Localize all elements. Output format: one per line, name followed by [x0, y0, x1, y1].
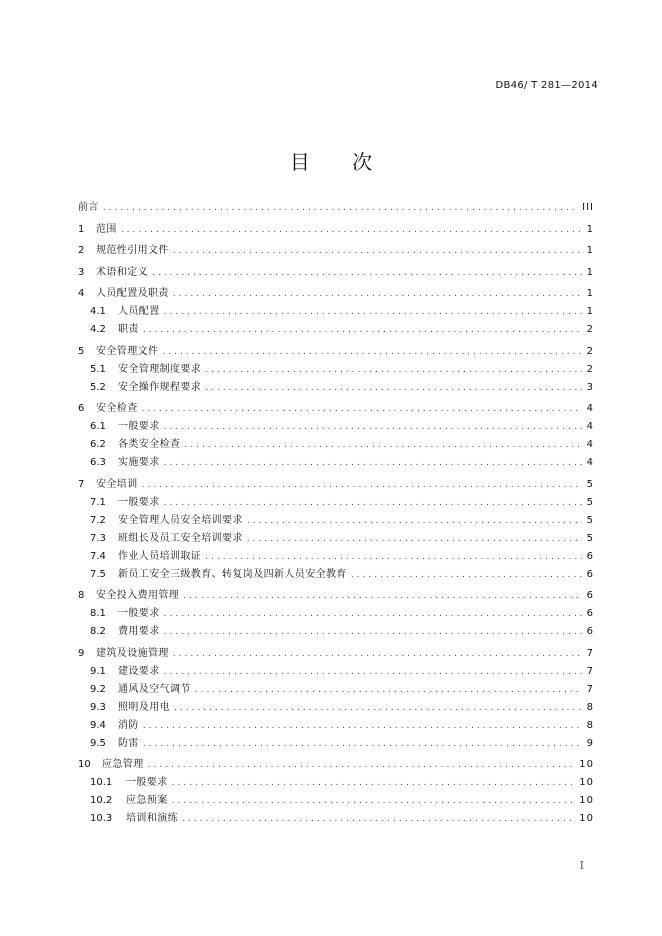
- toc-entry-page: 5: [586, 532, 594, 544]
- toc-entry-label: 术语和定义: [96, 266, 148, 278]
- toc-entry[interactable]: [78, 605, 594, 623]
- toc-entry[interactable]: [78, 400, 594, 418]
- toc-entry-page: 6: [586, 568, 594, 580]
- dot-leader: [183, 587, 582, 605]
- toc-entry[interactable]: [78, 476, 594, 494]
- toc-entry-page: 2: [586, 363, 594, 375]
- toc-entry[interactable]: [78, 717, 594, 735]
- toc-entry[interactable]: [78, 199, 594, 217]
- toc-entry-page: 9: [586, 737, 594, 749]
- dot-leader: [172, 792, 576, 810]
- toc-entry-page: 6: [586, 590, 594, 601]
- dot-leader: [143, 735, 582, 753]
- toc-entry[interactable]: [78, 756, 594, 774]
- dot-leader: [152, 264, 582, 282]
- toc-entry[interactable]: [78, 242, 594, 260]
- toc-entry-label: 前言: [78, 202, 99, 213]
- dot-leader: [121, 221, 582, 239]
- dot-leader: [195, 681, 582, 699]
- dot-leader: [142, 476, 582, 494]
- toc-entry-page: III: [582, 202, 594, 213]
- toc-entry-page: 1: [586, 266, 594, 278]
- toc-entry-page: 6: [586, 550, 594, 562]
- dot-leader: [174, 699, 582, 717]
- dot-leader: [103, 199, 578, 217]
- toc-entry-page: 7: [586, 683, 594, 695]
- toc-entry-number: 7.1: [90, 496, 106, 508]
- toc-entry[interactable]: [78, 264, 594, 282]
- toc-entry-page: 6: [586, 608, 594, 619]
- toc-entry-label: 一般要求: [118, 496, 160, 508]
- toc-entry-number: 4.2: [90, 324, 106, 335]
- toc-entry-number: 6.2: [90, 439, 106, 450]
- toc-entry-label: 人员配置及职责: [96, 288, 169, 299]
- toc-entry-page: 10: [579, 759, 594, 770]
- toc-entry-page: 2: [586, 345, 594, 357]
- toc-entry-number: 2: [78, 245, 85, 256]
- toc-entry-number: 9.2: [90, 683, 106, 695]
- toc-entry[interactable]: [78, 548, 594, 566]
- toc-entry-label: 各类安全检查: [118, 439, 181, 450]
- dot-leader: [164, 605, 582, 623]
- toc-entry-label: 职责: [118, 324, 139, 335]
- toc-entry-label: 安全管理人员安全培训要求: [118, 514, 243, 526]
- toc-entry-number: 7.5: [90, 568, 106, 580]
- dot-leader: [143, 717, 582, 735]
- toc-entry-number: 6.3: [90, 457, 106, 468]
- toc-entry[interactable]: [78, 285, 594, 303]
- dot-leader: [205, 548, 582, 566]
- toc-entry-label: 培训和演练: [126, 813, 178, 824]
- toc-entry-number: 9.5: [90, 737, 106, 749]
- toc-entry-label: 建筑及设施管理: [96, 647, 169, 659]
- toc-entry[interactable]: [78, 454, 594, 472]
- dot-leader: [351, 566, 582, 584]
- dot-leader: [205, 361, 582, 379]
- toc-entry-page: 8: [586, 701, 594, 713]
- toc-entry[interactable]: [78, 699, 594, 717]
- toc-entry-page: 10: [579, 795, 594, 806]
- toc-entry-label: 应急预案: [126, 795, 168, 806]
- toc-entry-number: 4: [78, 288, 85, 299]
- toc-entry-number: 9.4: [90, 719, 106, 731]
- toc-entry-label: 照明及用电: [118, 701, 170, 713]
- toc-entry-label: 安全操作规程要求: [118, 381, 202, 393]
- toc-entry[interactable]: [78, 303, 594, 321]
- toc-entry-number: 7.3: [90, 532, 106, 544]
- toc-entry[interactable]: [78, 512, 594, 530]
- toc-entry[interactable]: [78, 681, 594, 699]
- toc-entry-page: 2: [586, 324, 594, 335]
- toc-entry-page: 4: [586, 403, 594, 414]
- toc-entry-label: 应急管理: [102, 759, 144, 770]
- dot-leader: [173, 242, 582, 260]
- dot-leader: [148, 756, 576, 774]
- toc-entry[interactable]: [78, 361, 594, 379]
- toc-entry-number: 9.1: [90, 665, 106, 677]
- dot-leader: [164, 663, 582, 681]
- toc-entry-page: 4: [586, 439, 594, 450]
- toc-entry-page: 6: [586, 626, 594, 637]
- toc-entry-page: 10: [579, 813, 594, 824]
- toc-entry[interactable]: [78, 810, 594, 828]
- toc-entry[interactable]: [78, 436, 594, 454]
- dot-leader: [184, 436, 582, 454]
- toc-entry-page: 5: [586, 496, 594, 508]
- toc-entry-label: 范围: [96, 223, 117, 235]
- toc-entry-label: 防雷: [118, 737, 139, 749]
- toc-entry-number: 1: [78, 223, 85, 235]
- dot-leader: [205, 379, 582, 397]
- dot-leader: [182, 810, 575, 828]
- toc-entry[interactable]: [78, 792, 594, 810]
- toc-entry-number: 8.2: [90, 626, 106, 637]
- toc-entry-number: 5.1: [90, 363, 106, 375]
- toc-entry-label: 费用要求: [118, 626, 160, 637]
- toc-entry[interactable]: [78, 735, 594, 753]
- dot-leader: [164, 494, 582, 512]
- toc-entry[interactable]: [78, 418, 594, 436]
- toc-entry[interactable]: [78, 663, 594, 681]
- toc-entry-number: 10.1: [90, 777, 113, 788]
- toc-entry[interactable]: [78, 379, 594, 397]
- toc-entry-page: 7: [586, 665, 594, 677]
- toc-entry-number: 10: [78, 759, 91, 770]
- toc-entry-page: 4: [586, 421, 594, 432]
- toc-entry-page: 10: [579, 777, 594, 788]
- dot-leader: [164, 623, 582, 641]
- toc-entry[interactable]: [78, 494, 594, 512]
- dot-leader: [173, 645, 582, 663]
- toc-entry-number: 7.4: [90, 550, 106, 562]
- toc-entry[interactable]: [78, 645, 594, 663]
- footer-page-number: I: [579, 859, 584, 872]
- toc-entry-label: 规范性引用文件: [96, 245, 169, 256]
- toc-entry[interactable]: [78, 343, 594, 361]
- toc-entry-number: 8: [78, 590, 85, 601]
- toc-entry-label: 一般要求: [118, 421, 160, 432]
- toc-entry-number: 6.1: [90, 421, 106, 432]
- toc-entry[interactable]: [78, 587, 594, 605]
- dot-leader: [164, 454, 582, 472]
- toc-entry-label: 建设要求: [118, 665, 160, 677]
- toc-entry-label: 安全培训: [96, 478, 138, 490]
- toc-entry-label: 人员配置: [118, 306, 160, 317]
- toc-entry-page: 1: [586, 223, 594, 235]
- document-code: DB46/ T 281—2014: [495, 80, 598, 91]
- toc-entry[interactable]: [78, 321, 594, 339]
- toc-entry-number: 8.1: [90, 608, 106, 619]
- toc-entry-label: 安全检查: [96, 403, 138, 414]
- toc-entry[interactable]: [78, 566, 594, 584]
- dot-leader: [142, 400, 582, 418]
- toc-entry-label: 安全管理制度要求: [118, 363, 202, 375]
- dot-leader: [164, 418, 582, 436]
- toc-entry-number: 10.3: [90, 813, 113, 824]
- toc-entry-number: 5.2: [90, 381, 106, 393]
- toc-entry-label: 新员工安全三级教育、转复岗及四新人员安全教育: [118, 568, 347, 580]
- dot-leader: [247, 512, 582, 530]
- toc-entry-number: 5: [78, 345, 85, 357]
- toc-entry-label: 一般要求: [126, 777, 168, 788]
- dot-leader: [173, 285, 582, 303]
- toc-title: 目 次: [289, 150, 391, 174]
- toc-entry-page: 8: [586, 719, 594, 731]
- toc-entry-number: 7.2: [90, 514, 106, 526]
- toc-entry-label: 消防: [118, 719, 139, 731]
- dot-leader: [172, 774, 576, 792]
- toc-entry[interactable]: [78, 774, 594, 792]
- toc-entry-number: 10.2: [90, 795, 113, 806]
- toc-entry-page: 4: [586, 457, 594, 468]
- toc-entry-number: 9: [78, 647, 85, 659]
- toc-entry-page: 5: [586, 478, 594, 490]
- toc-entry-page: 3: [586, 381, 594, 393]
- toc-entry-label: 实施要求: [118, 457, 160, 468]
- table-of-contents: [78, 199, 594, 828]
- toc-entry-label: 安全管理文件: [96, 345, 159, 357]
- toc-entry-label: 通风及空气调节: [118, 683, 191, 695]
- toc-entry-number: 7: [78, 478, 85, 490]
- toc-entry-page: 1: [586, 288, 594, 299]
- toc-entry-label: 班组长及员工安全培训要求: [118, 532, 243, 544]
- toc-entry-number: 9.3: [90, 701, 106, 713]
- toc-entry[interactable]: [78, 530, 594, 548]
- toc-entry-page: 1: [586, 245, 594, 256]
- toc-entry-number: 4.1: [90, 306, 106, 317]
- toc-entry-page: 5: [586, 514, 594, 526]
- toc-entry[interactable]: [78, 221, 594, 239]
- toc-entry-page: 1: [586, 306, 594, 317]
- dot-leader: [162, 343, 582, 361]
- toc-entry-number: 3: [78, 266, 85, 278]
- dot-leader: [164, 303, 582, 321]
- toc-entry-number: 6: [78, 403, 85, 414]
- dot-leader: [143, 321, 582, 339]
- toc-entry-label: 一般要求: [118, 608, 160, 619]
- toc-entry-label: 安全投入费用管理: [96, 590, 180, 601]
- toc-entry-page: 7: [586, 647, 594, 659]
- toc-entry[interactable]: [78, 623, 594, 641]
- dot-leader: [247, 530, 582, 548]
- toc-entry-label: 作业人员培训取证: [118, 550, 202, 562]
